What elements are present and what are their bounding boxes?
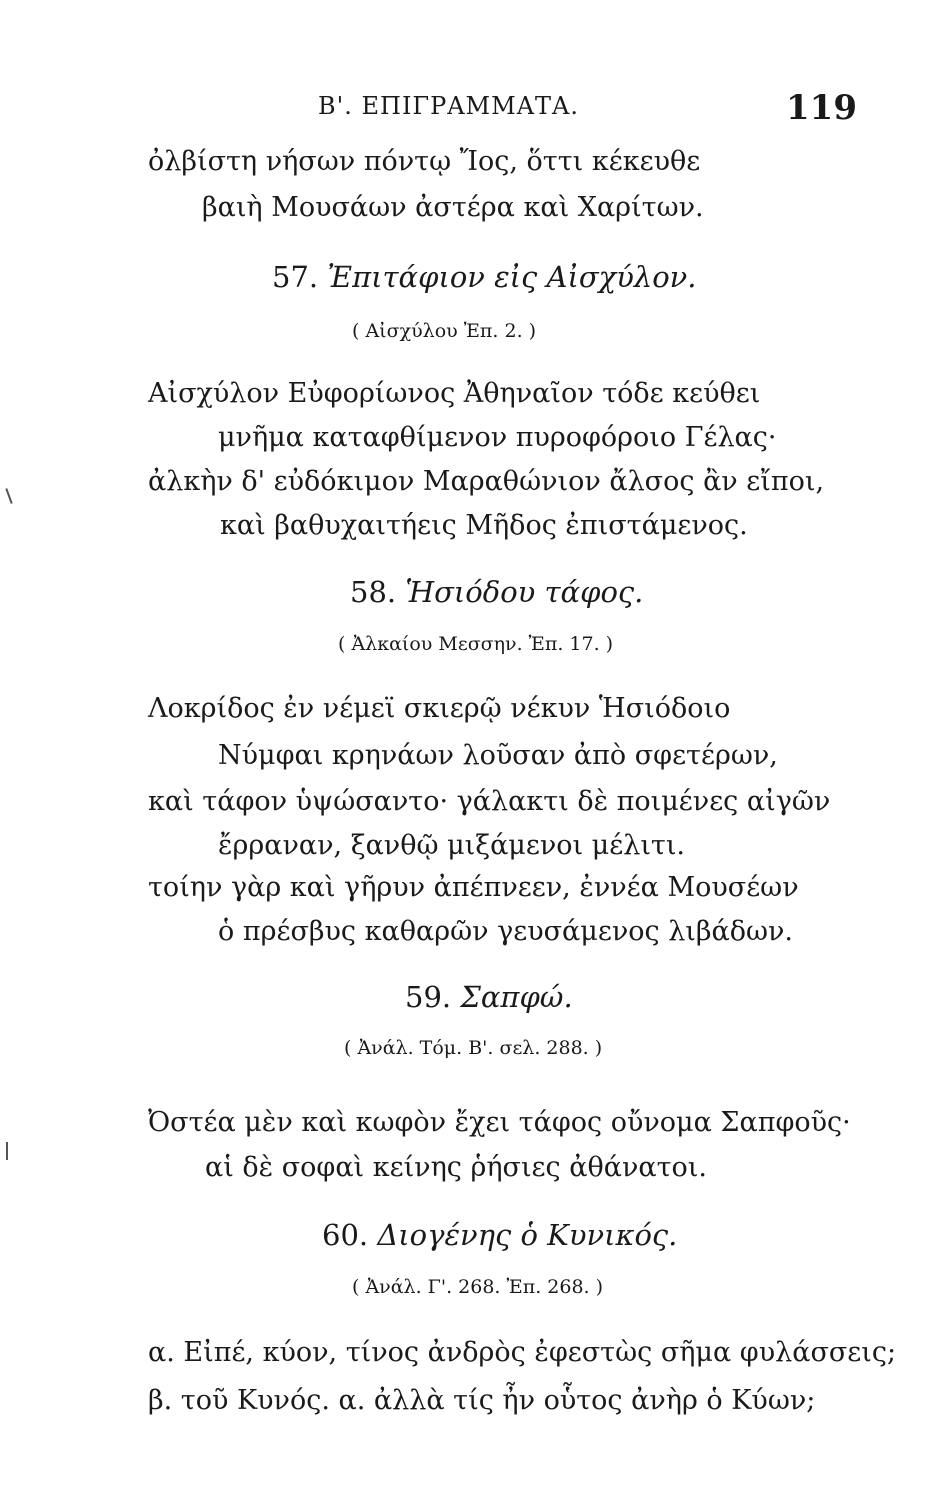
verse-line: καὶ βαθυχαιτήεις Μῆδος ἐπιστάμενος. <box>220 510 748 541</box>
verse-line: β. τοῦ Κυνός. α. ἀλλὰ τίς ἦν οὗτος ἀνὴρ ὁ Κύων; <box>148 1385 816 1416</box>
epigram-number: 60. <box>322 1218 369 1252</box>
running-header: Β'. ΕΠΙΓΡΑΜΜΑΤΑ. <box>318 92 580 120</box>
epigram-number: 58. <box>350 575 397 609</box>
epigram-name: Σαπφώ. <box>460 980 573 1014</box>
margin-mark <box>5 488 12 504</box>
epigram-number: 57. <box>272 260 319 294</box>
verse-line: καὶ τάφον ὑψώσαντο· γάλακτι δὲ ποιμένες αἰγῶν <box>148 786 831 817</box>
verse-line: ὁ πρέσβυς καθαρῶν γευσάμενος λιβάδων. <box>218 916 794 947</box>
epigram-source: ( Ἀνάλ. Γ'. 268. Ἐπ. 268. ) <box>352 1276 604 1298</box>
verse-line: Λοκρίδος ἐν νέμεϊ σκιερῷ νέκυν Ἡσιόδοιο <box>148 693 731 724</box>
epigram-title <box>350 575 643 609</box>
epigram-name: Ἐπιτάφιον εἰς Αἰσχύλον. <box>327 260 697 294</box>
verse-line: ἔρραναν, ξανθῷ μιξάμενοι μέλιτι. <box>218 830 686 861</box>
epigram-title <box>272 260 697 294</box>
epigram-number: 59. <box>405 980 452 1014</box>
epigram-name: Διογένης ὁ Κυνικός. <box>377 1218 678 1252</box>
verse-line: τοίην γὰρ καὶ γῆρυν ἀπέπνεεν, ἐννέα Μουσέων <box>148 872 799 903</box>
verse-line: Νύμφαι κρηνάων λοῦσαν ἀπὸ σφετέρων, <box>218 740 778 771</box>
verse-line: ἀλκὴν δ' εὐδόκιμον Μαραθώνιον ἄλσος ἂν εἴποι, <box>148 466 825 497</box>
verse-line: α. Εἰπέ, κύον, τίνος ἀνδρὸς ἐφεστὼς σῆμα φυλάσσεις; <box>148 1337 897 1368</box>
verse-line: Ὀστέα μὲν καὶ κωφὸν ἔχει τάφος οὔνομα Σαπφοῦς· <box>148 1107 851 1138</box>
margin-mark <box>6 1142 8 1160</box>
epigram-title <box>405 980 573 1014</box>
epigram-source: ( Ἀνάλ. Τόμ. Β'. σελ. 288. ) <box>344 1037 603 1059</box>
verse-line: Αἰσχύλον Εὐφορίωνος Ἀθηναῖον τόδε κεύθει <box>148 378 761 409</box>
epigram-name: Ἡσιόδου τάφος. <box>405 575 644 609</box>
epigram-title <box>322 1218 677 1252</box>
epigram-source: ( Ἀλκαίου Μεσσην. Ἐπ. 17. ) <box>338 633 614 655</box>
verse-line: ὀλβίστη νήσων πόντῳ Ἴος, ὅττι κέκευθε <box>148 146 701 177</box>
verse-line: αἱ δὲ σοφαὶ κείνης ῥήσιες ἀθάνατοι. <box>205 1152 707 1183</box>
epigram-source: ( Αἰσχύλου Ἐπ. 2. ) <box>352 320 537 342</box>
page-number: 119 <box>786 88 857 128</box>
verse-line: βαιὴ Μουσάων ἀστέρα καὶ Χαρίτων. <box>202 192 704 223</box>
verse-line: μνῆμα καταφθίμενον πυροφόροιο Γέλας· <box>218 422 777 453</box>
